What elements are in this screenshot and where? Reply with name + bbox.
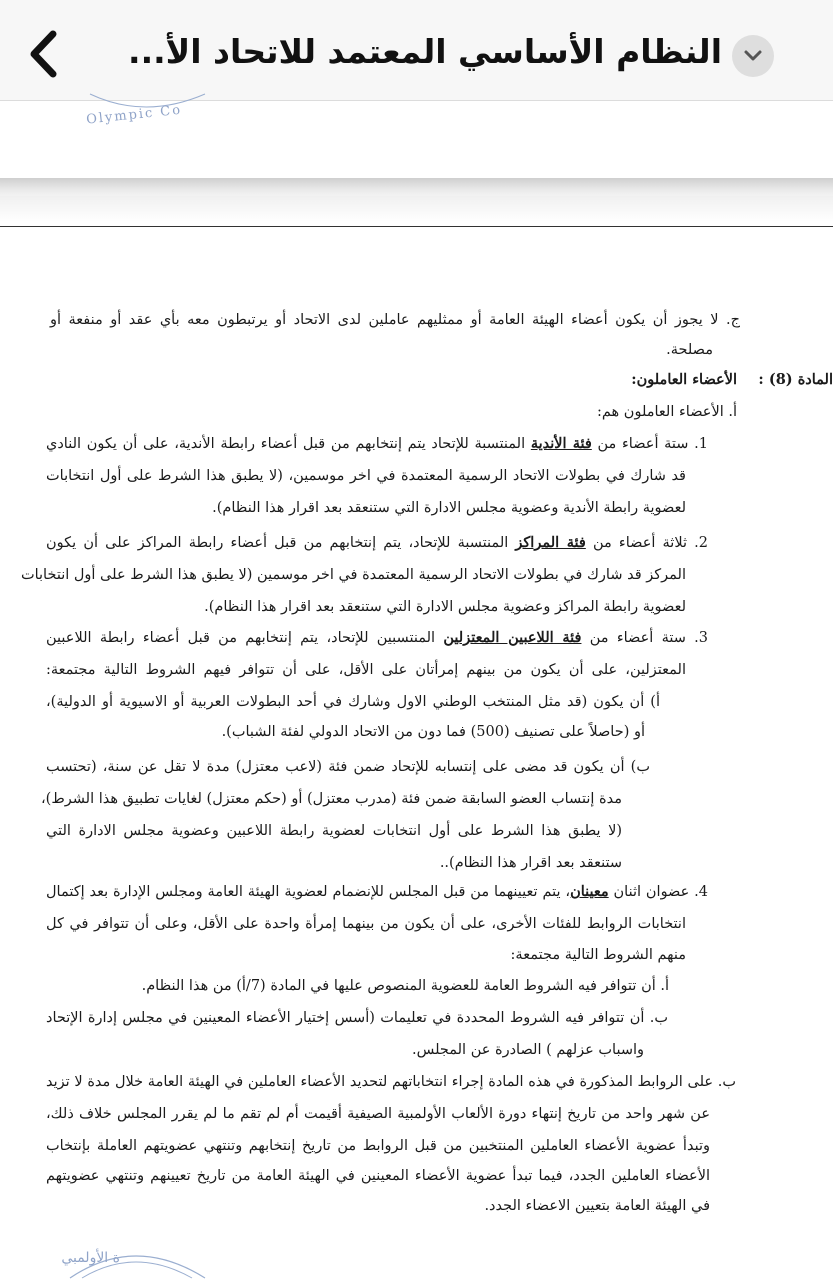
p4-b-line2: واسباب عزلهم ) الصادرة عن المجلس.: [412, 1042, 644, 1058]
p3-a-line1: أ) أن يكون (قد مثل المنتخب الوطني الاول وشارك في أحد البطولات العربية أو الاسيوية أو الدولية)،: [46, 694, 660, 710]
p4-line1: 4. عضوان اثنان معينان، يتم تعيينهما من قبل المجلس للإنضمام لعضوية الهيئة العامة ومجلس الإدارة بعد إكتمال: [46, 883, 708, 900]
olympic-stamp-bottom: [60, 1240, 210, 1280]
p3-b-line3: (لا يطبق هذا الشرط على أول انتخابات لعضوية رابطة اللاعبين وعضوية مجلس الادارة التي: [46, 823, 622, 839]
p4-line3: منهم الشروط التالية مجتمعة:: [510, 947, 686, 963]
article-label: المادة (8) :: [758, 371, 833, 388]
svg-text:ة الأولمبي: ة الأولمبي: [61, 1250, 120, 1266]
clause-j-line2: مصلحة.: [666, 342, 713, 358]
item-b-line2: عن شهر واحد من تاريخ إنتهاء دورة الألعاب الأولمبية الصيفية أقيمت أم لم تقم ما لم يقرر المجلس خلاف ذلك،: [46, 1106, 710, 1122]
document-title: النظام الأساسي المعتمد للاتحاد الأ...: [128, 32, 722, 71]
p3-a-line2: أو (حاصلاً على تصنيف (500) فما دون من الاتحاد الدولي لفئة الشباب).: [221, 724, 645, 740]
p3-line2: المعتزلين، على أن يكون من بينهم إمرأتان على الأقل، على أن تتوافر فيهم الشروط التالية مجتمعة:: [46, 662, 686, 678]
p3-b-line1: ب) أن يكون قد مضى على إنتسابه للإتحاد ضمن فئة (لاعب معتزل) مدة لا تقل عن سنة، (تحتسب: [46, 759, 650, 775]
article-title: الأعضاء العاملون:: [631, 371, 737, 388]
p2-line1: 2. ثلاثة أعضاء من فئة المراكز المنتسبة للإتحاد، يتم إنتخابهم من قبل أعضاء رابطة المراكز على أن يكون: [46, 534, 708, 551]
p4-line2: انتخابات الروابط للفئات الأخرى، على أن يكون من بينهما إمرأة واحدة على الأقل، وعلى أن تتوافر في كل: [46, 916, 686, 932]
p3-b-line4: ستنعقد بعد اقرار هذا النظام)..: [439, 855, 622, 871]
item-b-line4: الأعضاء العاملين الجدد، فيما تبدأ عضوية الأعضاء المعينين في الهيئة العامة من تاريخ تعيينهم وتنتهي عضويتهم: [46, 1168, 710, 1184]
p2-line3: لعضوية رابطة المراكز وعضوية مجلس الادارة التي ستنعقد بعد اقرار هذا النظام).: [204, 599, 686, 615]
p1-line1: 1. ستة أعضاء من فئة الأندية المنتسبة للإتحاد يتم إنتخابهم من قبل أعضاء رابطة الأندية، على أن يكون النادي: [46, 435, 708, 452]
p4-a-line1: أ. أن تتوافر فيه الشروط العامة للعضوية المنصوص عليها في المادة (7/أ) من هذا النظام.: [141, 978, 669, 994]
item-a-intro: أ. الأعضاء العاملون هم:: [597, 404, 737, 420]
category-centers: فئة المراكز: [515, 534, 586, 551]
p1-line3: لعضوية رابطة الأندية وعضوية مجلس الادارة التي ستنعقد بعد اقرار هذا النظام).: [212, 500, 686, 516]
item-b-line1: ب. على الروابط المذكورة في هذه المادة إجراء انتخاباتهم لتحديد الأعضاء العاملين في الهيئة العامة خلال مدة لا تزيد: [46, 1074, 736, 1090]
category-retired-players: فئة اللاعبين المعتزلين: [443, 629, 582, 646]
category-appointed: معينان: [570, 883, 609, 900]
p4-b-line1: ب. أن تتوافر فيه الشروط المحددة في تعليمات (أسس إختيار الأعضاء المعينين في مجلس إدارة الإتحاد: [46, 1010, 668, 1026]
clause-j-line1: ج. لا يجوز أن يكون أعضاء الهيئة العامة أو ممثليهم عاملين لدى الاتحاد أو يرتبطون معه بأي عقد أو منفعة أو: [50, 312, 740, 328]
item-b-line5: في الهيئة العامة بتعيين الاعضاء الجدد.: [484, 1198, 710, 1214]
p3-line1: 3. ستة أعضاء من فئة اللاعبين المعتزلين المنتسبين للإتحاد، يتم إنتخابهم من قبل أعضاء رابطة اللاعبين: [46, 629, 709, 646]
category-clubs: فئة الأندية: [530, 435, 592, 452]
svg-text:Olympic Co: Olympic Co: [85, 102, 183, 128]
p3-b-line2: مدة إنتساب العضو السابقة ضمن فئة (مدرب معتزل) أو (حكم معتزل) لغايات تطبيق هذا الشرط)،: [41, 791, 622, 807]
item-b-line3: وتبدأ عضوية الأعضاء العاملين المنتخبين من قبل الروابط من تاريخ إنتخابهم وتنتهي عضويتهم العاملة بإنتخاب: [46, 1138, 710, 1154]
p1-line2: قد شارك في بطولات الاتحاد الرسمية المعتمدة في اخر موسمين، (لا يطبق هذا الشرط على أول انتخابات: [46, 468, 686, 484]
p2-line2: المركز قد شارك في بطولات الاتحاد الرسمية المعتمدة في اخر موسمين (لا يطبق هذا الشرط على أول انتخابات: [20, 567, 686, 583]
